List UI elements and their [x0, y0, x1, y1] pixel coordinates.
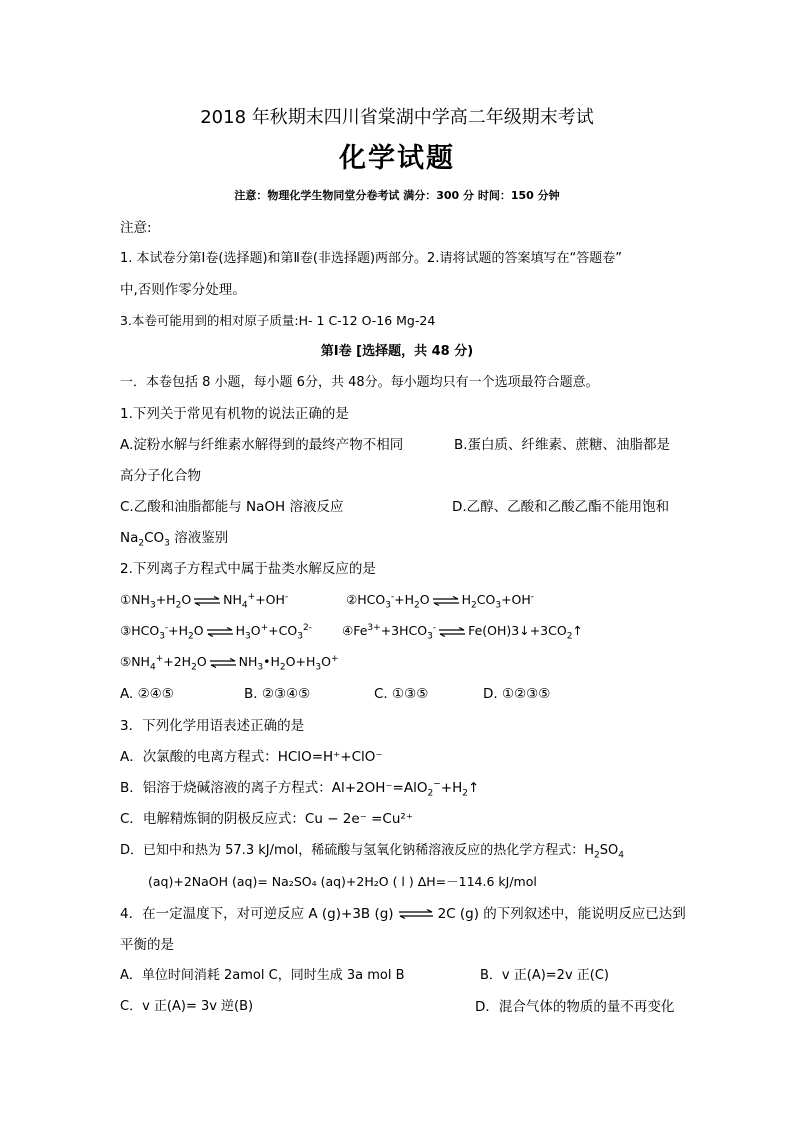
reversible-arrow-icon: [432, 596, 460, 606]
q2-option-a: A. ②④⑤: [120, 686, 174, 702]
q2-equation-2: $②HCO_3^-+H_2O$ $H_2CO_3+OH^-$: [346, 591, 535, 611]
q4-stem-tail: 2C (g) 的下列叙述中，能说明反应已达到: [437, 906, 686, 922]
q4-stem-lead: 4．在一定温度下，对可逆反应 A (g)+3B (g): [120, 906, 394, 922]
q2-equation-5: $⑤NH_4^++2H_2O$ $NH_3•H_2O+H_3O^+$: [120, 653, 339, 673]
q2-option-c: C. ①③⑤: [374, 686, 429, 702]
reversible-arrow-icon: [206, 627, 234, 637]
q3-option-b: B．铝溶于烧碱溶液的离子方程式：$Al+2OH^-=AlO_2^-+H_2↑$: [120, 779, 480, 799]
reversible-arrow-icon: [193, 596, 221, 606]
part1-heading: 第Ⅰ卷 [选择题，共 48 分): [320, 344, 474, 359]
q3-option-d-lead: D．已知中和热为 57.3 kJ/mol，稀硫酸与氢氧化钠稀溶液反应的热化学方程式：H: [120, 843, 594, 858]
reversible-arrow-icon: [398, 909, 434, 919]
notice-item-3: 3.本卷可能用到的相对原子质量:H- 1 C-12 O-16 Mg-24: [120, 313, 436, 328]
q2-stem: 2.下列离子方程式中属于盐类水解反应的是: [120, 561, 376, 577]
q4-option-d: D．混合气体的物质的量不再变化: [475, 999, 675, 1015]
q4-option-a: A．单位时间消耗 2amol C，同时生成 3a mol B: [120, 968, 405, 983]
q2-option-b: B. ②③④⑤: [244, 686, 311, 702]
q2-equation-4: $④Fe^{3+}+3HCO_3^-$ $Fe(OH)3↓+3CO_2↑$: [342, 622, 583, 642]
school-title: 2018 年秋期末四川省棠湖中学高二年级期末考试: [200, 107, 594, 128]
exam-note: 注意：物理化学生物同堂分卷考试 满分：300 分 时间：150 分钟: [234, 189, 560, 202]
q4-stem-cont: 平衡的是: [120, 937, 174, 953]
q1-stem: 1.下列关于常见有机物的说法正确的是: [120, 406, 349, 422]
notice-item-1-cont: 中,否则作零分处理。: [120, 282, 246, 298]
q1-option-b: B.蛋白质、纤维素、蔗糖、油脂都是: [454, 437, 671, 453]
q1-option-a: A.淀粉水解与纤维素水解得到的最终产物不相同: [120, 437, 404, 453]
q4-stem: [120, 905, 686, 923]
subject-title: 化学试题: [339, 143, 455, 174]
q3-option-b-lead: B．铝溶于烧碱溶液的离子方程式：Al+2OH⁻=AlO: [120, 780, 428, 796]
q2-option-d: D. ①②③⑤: [483, 686, 551, 702]
q3-option-d-cont: (aq)+2NaOH (aq)= Na₂SO₄ (aq)+2H₂O ( l ) ΔH=－114.6 kJ/mol: [148, 874, 537, 889]
q3-option-a: A．次氯酸的电离方程式：HClO=H⁺+ClO⁻: [120, 749, 383, 765]
q1-option-d-tail: 溶液鉴别: [174, 530, 229, 546]
q3-option-d: D．已知中和热为 57.3 kJ/mol，稀硫酸与氢氧化钠稀溶液反应的热化学方程式：$H_2SO_4$: [120, 843, 624, 861]
part1-instruction: 一．本卷包括 8 小题，每小题 6分，共 48分。每小题均只有一个选项最符合题意。: [120, 375, 599, 390]
q4-option-c: C．v 正(A)= 3v 逆(B): [120, 999, 254, 1014]
q2-equation-1: $①NH_3+H_2O$ $NH_4^++OH^-$: [120, 591, 289, 611]
q1-option-b-cont: 高分子化合物: [120, 468, 201, 484]
q1-option-d: D.乙醇、乙酸和乙酸乙酯不能用饱和: [452, 499, 670, 515]
q2-equation-3: $③HCO_3^-+H_2O$ $H_3O^++CO_3^{2-}$: [120, 622, 312, 642]
q3-option-c: C．电解精炼铜的阴极反应式：Cu − 2e⁻ =Cu²⁺: [120, 811, 413, 827]
q1-option-c: C.乙酸和油脂都能与 NaOH 溶液反应: [120, 499, 344, 515]
notice-label: 注意:: [120, 220, 152, 236]
notice-item-1: 1. 本试卷分第Ⅰ卷(选择题)和第Ⅱ卷(非选择题)两部分。2.请将试题的答案填写在“答题卷”: [120, 251, 622, 266]
q3-stem: 3．下列化学用语表述正确的是: [120, 718, 305, 734]
q4-option-b: B．v 正(A)=2v 正(C): [480, 968, 609, 983]
reversible-arrow-icon: [209, 658, 237, 668]
reversible-arrow-icon: [438, 627, 466, 637]
q1-option-d-cont: $Na_2CO_3$ 溶液鉴别: [120, 530, 229, 549]
